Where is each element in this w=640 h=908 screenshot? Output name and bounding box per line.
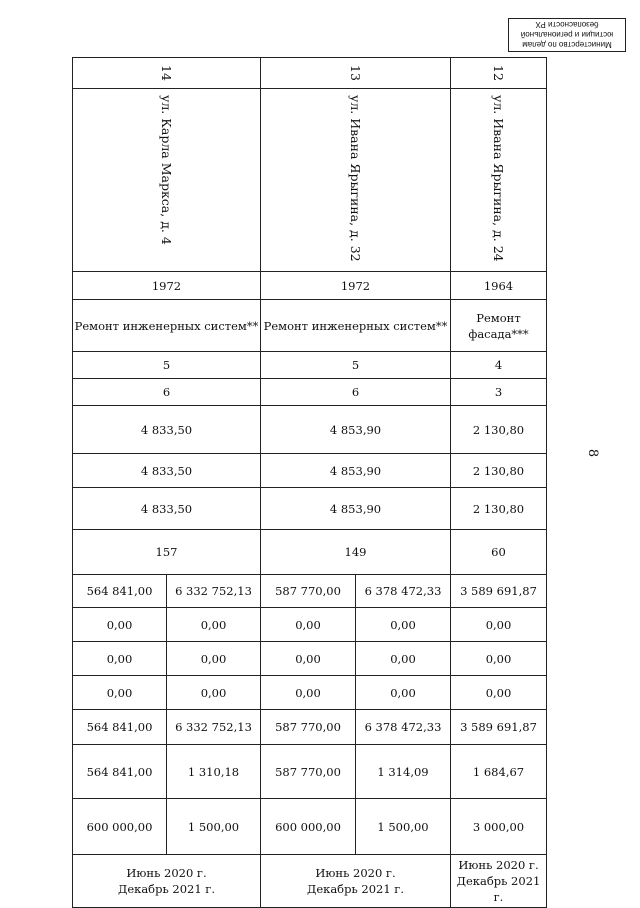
table-row bbox=[73, 58, 547, 89]
cell-unit-cost: 1 310,18 bbox=[167, 745, 261, 799]
cell-cost: 6 378 472,33 bbox=[356, 575, 451, 608]
cell-cost: 6 332 752,13 bbox=[167, 575, 261, 608]
cell-fund: 0,00 bbox=[356, 676, 451, 710]
cell-area-total: 4 853,90 bbox=[261, 406, 451, 454]
cell-fund: 0,00 bbox=[261, 608, 356, 642]
cell-unit-cost: 587 770,00 bbox=[261, 745, 356, 799]
cell-entrances: 3 bbox=[451, 379, 547, 406]
cell-address: ул. Карла Маркса, д. 4 bbox=[73, 89, 261, 272]
cell-year: 1972 bbox=[73, 272, 261, 300]
table-row bbox=[73, 642, 547, 676]
table-row bbox=[73, 855, 547, 908]
cell-fund: 0,00 bbox=[451, 676, 547, 710]
table-row bbox=[73, 406, 547, 454]
cell-cost: 587 770,00 bbox=[261, 575, 356, 608]
cell-unit-cost: 1 684,67 bbox=[451, 745, 547, 799]
cell-fund: 0,00 bbox=[451, 608, 547, 642]
cell-repair-type: Ремонт инженерных систем** bbox=[261, 300, 451, 352]
cell-max-cost: 600 000,00 bbox=[73, 799, 167, 855]
cell-address: ул. Ивана Ярыгина, д. 24 bbox=[451, 89, 547, 272]
table-row bbox=[73, 352, 547, 379]
cell-fund: 0,00 bbox=[451, 642, 547, 676]
table-row bbox=[73, 676, 547, 710]
cell-fund: 0,00 bbox=[167, 676, 261, 710]
stamp-line: юстиции и региональной bbox=[520, 30, 614, 39]
table-row bbox=[73, 272, 547, 300]
cell-entrances: 6 bbox=[73, 379, 261, 406]
table-row bbox=[73, 575, 547, 608]
cell-cost: 564 841,00 bbox=[73, 575, 167, 608]
cell-fund: 0,00 bbox=[73, 676, 167, 710]
cell-area-owners: 4 833,50 bbox=[73, 488, 261, 530]
cell-repair-type: Ремонт фасада*** bbox=[451, 300, 547, 352]
cell-residents: 157 bbox=[73, 530, 261, 575]
cell-fund: 0,00 bbox=[167, 642, 261, 676]
cell-number: 14 bbox=[73, 58, 261, 89]
cell-area-owners: 2 130,80 bbox=[451, 488, 547, 530]
cell-address: ул. Ивана Ярыгина, д. 32 bbox=[261, 89, 451, 272]
cell-area-total: 2 130,80 bbox=[451, 406, 547, 454]
table-row bbox=[73, 608, 547, 642]
stamp-line: Министерство по делам bbox=[522, 40, 612, 49]
cell-area-owners: 4 853,90 bbox=[261, 488, 451, 530]
registration-stamp bbox=[508, 18, 626, 52]
table-row bbox=[73, 488, 547, 530]
cell-period: Июнь 2020 г. Декабрь 2021 г. bbox=[261, 855, 451, 908]
cell-fund: 0,00 bbox=[261, 642, 356, 676]
cell-period: Июнь 2020 г. Декабрь 2021 г. bbox=[73, 855, 261, 908]
cell-residents: 149 bbox=[261, 530, 451, 575]
table-row bbox=[73, 799, 547, 855]
stamp-line: безопасности РХ bbox=[535, 20, 599, 29]
cell-residents: 60 bbox=[451, 530, 547, 575]
table-row bbox=[73, 454, 547, 488]
cell-cost: 3 589 691,87 bbox=[451, 575, 547, 608]
cell-unit-cost: 1 314,09 bbox=[356, 745, 451, 799]
cell-area-residential: 4 853,90 bbox=[261, 454, 451, 488]
cell-repair-type: Ремонт инженерных систем** bbox=[73, 300, 261, 352]
cell-max-cost: 1 500,00 bbox=[356, 799, 451, 855]
table-row bbox=[73, 379, 547, 406]
cell-entrances: 6 bbox=[261, 379, 451, 406]
cell-owners-funds: 587 770,00 bbox=[261, 710, 356, 745]
cell-max-cost: 1 500,00 bbox=[167, 799, 261, 855]
table-row bbox=[73, 530, 547, 575]
cell-max-cost: 600 000,00 bbox=[261, 799, 356, 855]
cell-number: 13 bbox=[261, 58, 451, 89]
page-number: 8 bbox=[585, 448, 600, 458]
cell-fund: 0,00 bbox=[356, 608, 451, 642]
cell-floors: 5 bbox=[261, 352, 451, 379]
table-row bbox=[73, 745, 547, 799]
buildings-table bbox=[72, 57, 547, 908]
cell-fund: 0,00 bbox=[167, 608, 261, 642]
table-row bbox=[73, 89, 547, 272]
cell-year: 1972 bbox=[261, 272, 451, 300]
cell-area-residential: 2 130,80 bbox=[451, 454, 547, 488]
cell-owners-funds: 6 378 472,33 bbox=[356, 710, 451, 745]
cell-owners-funds: 3 589 691,87 bbox=[451, 710, 547, 745]
table-row bbox=[73, 710, 547, 745]
cell-fund: 0,00 bbox=[73, 642, 167, 676]
cell-floors: 5 bbox=[73, 352, 261, 379]
cell-period: Июнь 2020 г. Декабрь 2021 г. bbox=[451, 855, 547, 908]
cell-floors: 4 bbox=[451, 352, 547, 379]
cell-fund: 0,00 bbox=[73, 608, 167, 642]
cell-unit-cost: 564 841,00 bbox=[73, 745, 167, 799]
table-row bbox=[73, 300, 547, 352]
cell-owners-funds: 564 841,00 bbox=[73, 710, 167, 745]
cell-max-cost: 3 000,00 bbox=[451, 799, 547, 855]
cell-number: 12 bbox=[451, 58, 547, 89]
cell-area-residential: 4 833,50 bbox=[73, 454, 261, 488]
cell-fund: 0,00 bbox=[356, 642, 451, 676]
cell-fund: 0,00 bbox=[261, 676, 356, 710]
cell-area-total: 4 833,50 bbox=[73, 406, 261, 454]
cell-year: 1964 bbox=[451, 272, 547, 300]
cell-owners-funds: 6 332 752,13 bbox=[167, 710, 261, 745]
